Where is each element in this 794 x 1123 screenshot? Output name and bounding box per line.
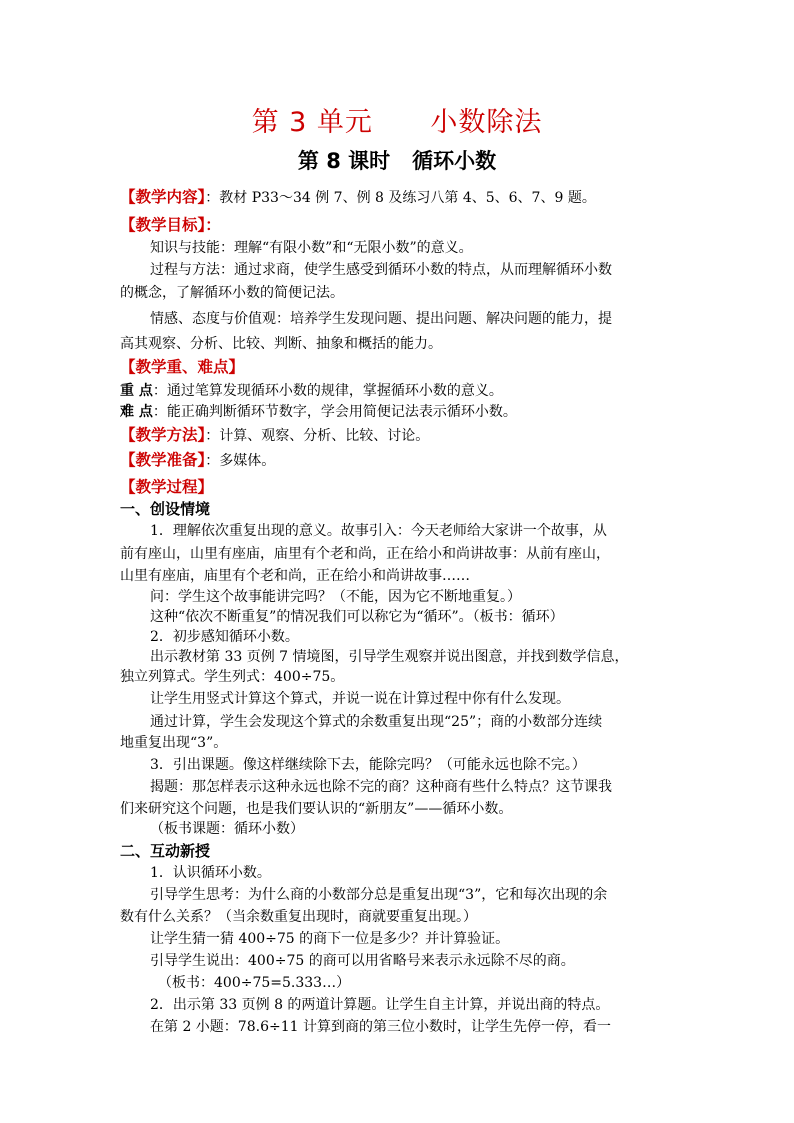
- key-point-line: [120, 382, 503, 400]
- paragraph-line: 让学生猜一猜 400÷75 的商下一位是多少？并计算验证。: [150, 931, 510, 947]
- keypoints-heading: 【教学重、难点】: [120, 358, 245, 376]
- methods-text: ：计算、观察、分析、比较、讨论。: [205, 428, 430, 444]
- lesson-title: 第 8 课时 循环小数: [297, 149, 497, 173]
- paragraph-line: 山里有座庙，庙里有个老和尚，正在给小和尚讲故事……: [120, 568, 470, 584]
- objective-line: 过程与方法：通过求商，使学生感受到循环小数的特点，从而理解循环小数: [150, 262, 612, 278]
- objective-line: 知识与技能：理解“有限小数”和“无限小数”的意义。: [150, 240, 473, 256]
- paragraph-line: 这种“依次不断重复”的情况我们可以称它为“循环”。（板书：循环）: [150, 609, 564, 625]
- difficult-point-text: ：能正确判断循环节数字，学会用简便记法表示循环小数。: [152, 404, 517, 420]
- paragraph-line: 在第 2 小题：78.6÷11 计算到商的第三位小数时，让学生先停一停，看一: [150, 1019, 611, 1035]
- objectives-heading: 【教学目标】: [120, 216, 206, 234]
- paragraph-line: 1．理解依次重复出现的意义。故事引入：今天老师给大家讲一个故事，从: [150, 523, 607, 539]
- paragraph-line: 2．出示第 33 页例 8 的两道计算题。让学生自主计算，并说出商的特点。: [150, 997, 610, 1013]
- methods-line: [120, 426, 429, 445]
- paragraph-line: 出示教材第 33 页例 7 情境图，引导学生观察并说出图意，并找到数学信息，: [150, 649, 629, 665]
- paragraph-line: 3．引出课题。像这样继续除下去，能除完吗？（可能永远也除不完。）: [150, 757, 586, 773]
- unit-title: 第 3 单元 小数除法: [251, 107, 543, 138]
- section-title-1: 一、创设情境: [120, 500, 211, 518]
- paragraph-line: 1．认识循环小数。: [150, 865, 271, 881]
- paragraph-line: （板书课题：循环小数）: [150, 821, 304, 837]
- objective-line: 高其观察、分析、比较、判断、抽象和概括的能力。: [120, 336, 442, 352]
- content-heading: 【教学内容】: [120, 188, 206, 206]
- paragraph-line: 2．初步感知循环小数。: [150, 629, 299, 645]
- paragraph-line: 独立列算式。学生列式：400÷75。: [120, 669, 345, 685]
- paragraph-line: （板书：400÷75=5.333…）: [158, 975, 351, 991]
- section-title-2: 二、互动新授: [120, 842, 211, 860]
- content-text: ：教材 P33～34 例 7、例 8 及练习八第 4、5、6、7、9 题。: [205, 190, 596, 206]
- paragraph-line: 引导学生思考：为什么商的小数部分总是重复出现“3”，它和每次出现的余: [150, 887, 608, 903]
- paragraph-line: 问：学生这个故事能讲完吗？（不能，因为它不断地重复。）: [150, 589, 521, 605]
- paragraph-line: 通过计算，学生会发现这个算式的余数重复出现“25”；商的小数部分连续: [150, 714, 603, 730]
- paragraph-line: 们来研究这个问题，也是我们要认识的“新朋友”——循环小数。: [120, 801, 513, 817]
- objectives-heading-line: [120, 216, 221, 235]
- key-point-label: 重 点: [120, 383, 153, 399]
- prep-line: [120, 451, 275, 470]
- paragraph-line: 引导学生说出：400÷75 的商可以用省略号来表示永远除不尽的商。: [150, 953, 575, 969]
- paragraph-line: 揭题：那怎样表示这种永远也除不完的商？这种商有些什么特点？这节课我: [150, 779, 612, 795]
- paragraph-line: 地重复出现“3”。: [120, 735, 228, 751]
- paragraph-line: 让学生用竖式计算这个算式，并说一说在计算过程中你有什么发现。: [150, 691, 570, 707]
- prep-heading: 【教学准备】: [120, 451, 206, 469]
- objective-line: 情感、态度与价值观：培养学生发现问题、提出问题、解决问题的能力，提: [150, 311, 612, 327]
- objective-line: 的概念，了解循环小数的简便记法。: [120, 285, 344, 301]
- paragraph-line: 数有什么关系？（当余数重复出现时，商就要重复出现。）: [120, 909, 477, 925]
- paragraph-line: 前有座山，山里有座庙，庙里有个老和尚，正在给小和尚讲故事：从前有座山，: [120, 546, 610, 562]
- content-line: [120, 188, 596, 207]
- key-point-text: ：通过笔算发现循环小数的规律，掌握循环小数的意义。: [152, 383, 503, 399]
- prep-text: ：多媒体。: [205, 453, 276, 469]
- difficult-point-label: 难 点: [120, 404, 153, 420]
- process-heading: 【教学过程】: [120, 478, 214, 496]
- difficult-point-line: [120, 403, 517, 421]
- methods-heading: 【教学方法】: [120, 426, 206, 444]
- objectives-suffix: ：: [205, 216, 221, 234]
